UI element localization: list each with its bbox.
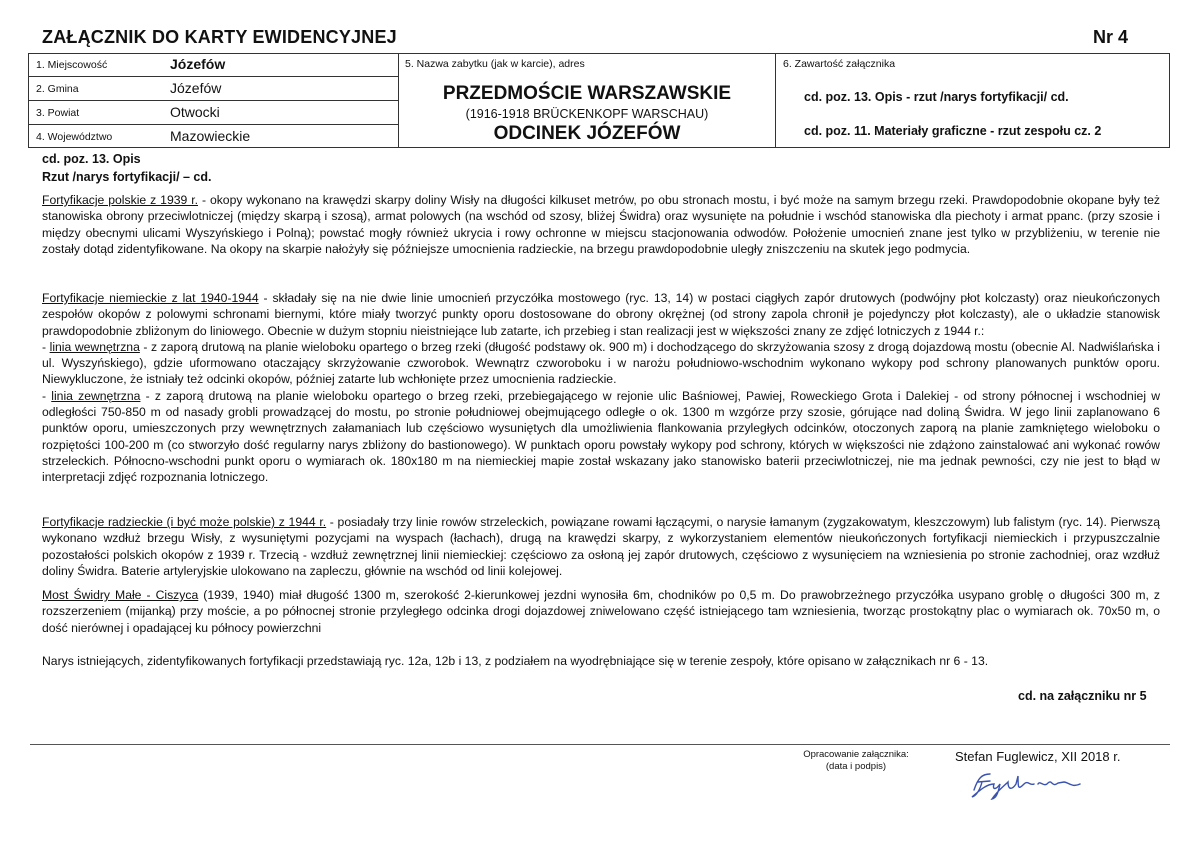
paragraph-title: Fortyfikacje radzieckie (i być może polskie) z 1944 r. bbox=[42, 515, 327, 529]
section-subheading: Rzut /narys fortyfikacji/ – cd. bbox=[42, 170, 212, 184]
list-item-text: - z zaporą drutową na planie wieloboku opartego o brzeg rzeki (długość podstawy ok. 900 m) i dochodzącego do skrzyżowania szosy z drogą dojazdową mostu (obecnie Al. Nadwiślańska i ul. Wyszyńskiego), gdzie uformowano otaczający skrzyżowanie czworobok. Wewnątrz czworoboku i w narożu południowo-wschodnim wykonano wykopy pod schrony planowanych punktów oporu. Niewykluczone, że istniały też odcinki okopów, później zatarte lub wchłonięte przez umocnienia radzieckie. bbox=[42, 339, 1160, 387]
row-divider bbox=[28, 76, 398, 77]
prepared-by-label bbox=[770, 749, 942, 773]
list-bullet: - bbox=[42, 339, 50, 354]
section-heading: cd. poz. 13. Opis bbox=[42, 152, 141, 166]
signature bbox=[968, 768, 1088, 800]
table-divider-2 bbox=[775, 53, 776, 148]
monument-section: ODCINEK JÓZEFÓW bbox=[493, 123, 681, 144]
table-top-border bbox=[28, 53, 1170, 54]
paragraph-title: Fortyfikacje polskie z 1939 r. bbox=[42, 193, 198, 207]
paragraph-title: Most Świdry Małe - Ciszyca bbox=[42, 588, 199, 602]
prepared-by-label-line-1: Opracowanie załącznika: bbox=[803, 749, 909, 760]
field-label-gmina: 2. Gmina bbox=[36, 83, 79, 95]
monument-label: 5. Nazwa zabytku (jak w karcie), adres bbox=[405, 58, 585, 70]
table-bottom-border bbox=[28, 147, 1170, 148]
list-item-text: - z zaporą drutową na planie wieloboku opartego o brzeg rzeki, przebiegającego w rejonie ulic Baśniowej, Pawiej, Roweckiego Grota i Dalekiej - od strony północnej i wschodniej w odległości 750-850 m od nasady grobli prowadzącej do mostu, po stronie południowej obejmującego odległe o ok. 1300 m wzgórze przy szosie, górujące nad doliną Świdra. W jego linii zaplanowano 6 punktów oporu, umieszczonych przy wewnętrznych załamaniach lub częściowo wysuniętych dla umożliwienia flankowania przyległych odcinków, otoczonych zaporą na planie zamkniętego wieloboku o rozpiętości 100-200 m (co stworzyło dość regularny narys zbliżony do bastionowego). W punktach oporu powstały wykopy pod schrony, których w większości nie zdążono zainstalować ani wykonać rowów strzeleckich. Północno-wschodni punkt oporu o wymiarach ok. 180x180 m na niemieckiej mapie został wskazany jako stanowisko baterii przeciwlotniczej, nie ma jednak pewności, czy nie jest to błąd w interpretacji zdjęć rozpoznania lotniczego. bbox=[42, 388, 1160, 485]
row-divider bbox=[28, 124, 398, 125]
row-divider bbox=[28, 100, 398, 101]
table-right-border bbox=[1169, 53, 1170, 148]
attachment-contents-label: 6. Zawartość załącznika bbox=[783, 58, 896, 70]
attachment-contents-line-2: cd. poz. 11. Materiały graficzne - rzut zespołu cz. 2 bbox=[804, 124, 1102, 138]
paragraph-text: - okopy wykonano na krawędzi skarpy doliny Wisły na długości kilkuset metrów, po obu stronach mostu, i być może na samym brzegu rzeki. Prawdopodobnie okopane były też stanowiska obrony przeciwlotniczej (między skarpą i szosą), armat polowych (na wschód od szosy, bliżej Świdra) oraz wysunięte na południe i wschód stanowiska dla piechoty i armat ppanc. (przy szosie i między obecnymi ulicami Wyszyńskiego i Polną); powstać mogły również ukrycia i rowy ochronne w miejscu stacjonowania odwodów. Położenie umocnień znane jest tylko w przybliżeniu, w terenie nie zostały dotąd zidentyfikowane. Na okopy na skarpie nałożyły się późniejsze umocnienia radzieckie, na brzegu prawdopodobnie uległy zniszczeniu na skutek jego podmycia. bbox=[42, 193, 1161, 256]
field-value-powiat: Otwocki bbox=[170, 104, 220, 120]
field-value-miejscowosc: Józefów bbox=[170, 56, 226, 72]
field-value-wojewodztwo: Mazowieckie bbox=[170, 128, 251, 144]
attachment-number: Nr 4 bbox=[1093, 27, 1129, 47]
document-title: ZAŁĄCZNIK DO KARTY EWIDENCYJNEJ bbox=[42, 27, 397, 47]
field-label-miejscowosc: 1. Miejscowość bbox=[36, 59, 108, 71]
paragraph-text: - posiadały trzy linie rowów strzeleckich, powiązane rowami łączącymi, o narysie łamanym (zygzakowatym, kleszczowym) lub falistym (ryc. 14). Pierwszą wykonano wzdłuż brzegu Wisły, z wysuniętymi pozycjami na wyspach (łachach), drugą na krawędzi skarpy, z wykorzystaniem elementów nieukończonych fortyfikacji niemieckich i przypuszczalnie pozostałości polskich okopów z 1939 r. Trzecią - wzdłuż zewnętrznej linii niemieckiej: częściowo za osłoną jej zapór drutowych, częściowo z wysunięciem na wzniesienia po stronie zachodniej, oraz wzdłuż doliny Świdra. Baterie artyleryjskie ulokowano na zapleczu, głównie na wschód od linii kolejowej. bbox=[42, 515, 1160, 578]
paragraph-german-fortifications bbox=[42, 290, 1160, 486]
field-value-gmina: Józefów bbox=[170, 80, 222, 96]
paragraph-title: Fortyfikacje niemieckie z lat 1940-1944 bbox=[42, 291, 259, 305]
field-label-wojewodztwo: 4. Województwo bbox=[36, 131, 113, 143]
field-label-powiat: 3. Powiat bbox=[36, 107, 80, 119]
paragraph-bridge bbox=[42, 587, 1160, 636]
paragraph-text: - składały się na nie dwie linie umocnień przyczółka mostowego (ryc. 13, 14) w postaci ciągłych zapór drutowych (podwójny płot kolczasty) oraz nieukończonych zespołów okopów z polowymi schronami biernymi, które miały tworzyć punkty oporu dostosowane do obrony okrężnej (od strony zapola chronił je pojedynczy płot kolczasty), ale o układzie stanowisk prawdopodobnie zbliżonym do liniowego. Obecnie w dużym stopniu nieistniejące lub zatarte, ich przebieg i stan realizacji jest w większości znany ze zdjęć lotniczych z 1944 r.: bbox=[42, 291, 1160, 338]
attachment-contents-line-1: cd. poz. 13. Opis - rzut /narys fortyfikacji/ cd. bbox=[804, 90, 1069, 104]
monument-name: PRZEDMOŚCIE WARSZAWSKIE bbox=[442, 83, 732, 104]
paragraph-polish-fortifications bbox=[42, 192, 1160, 257]
paragraph-text: (1939, 1940) miał długość 1300 m, szerokość 2-kierunkowej jezdni wynosiła 6m, chodników po 0,5 m. Do prawobrzeżnego przyczółka usypano groblę o długości 300 m, z rozszerzeniem (mijanką) przy moście, a po północnej stronie przyległego odcinka drogi dojazdowej zniwelowano część istniejącego tam wzniesienia, tworząc prostokątny plac o wymiarach ok. 70x50 m, o dość nierównej i opadającej ku północy powierzchni bbox=[42, 588, 1160, 635]
monument-name-german: (1916-1918 BRÜCKENKOPF WARSCHAU) bbox=[465, 107, 709, 121]
list-item-title: linia wewnętrzna bbox=[49, 339, 140, 354]
author-and-date: Stefan Fuglewicz, XII 2018 r. bbox=[955, 749, 1121, 764]
footer-divider bbox=[30, 744, 1170, 745]
continued-note: cd. na załączniku nr 5 bbox=[1018, 689, 1147, 703]
paragraph-soviet-fortifications bbox=[42, 514, 1160, 579]
paragraph-summary: Narys istniejących, zidentyfikowanych fortyfikacji przedstawiają ryc. 12a, 12b i 13, z podziałem na wyodrębniające się w terenie zespoły, które opisano w załącznikach nr 6 - 13. bbox=[42, 654, 989, 668]
prepared-by-label-line-2: (data i podpis) bbox=[825, 761, 887, 772]
list-item-title: linia zewnętrzna bbox=[51, 388, 141, 403]
list-bullet: - bbox=[42, 388, 52, 403]
